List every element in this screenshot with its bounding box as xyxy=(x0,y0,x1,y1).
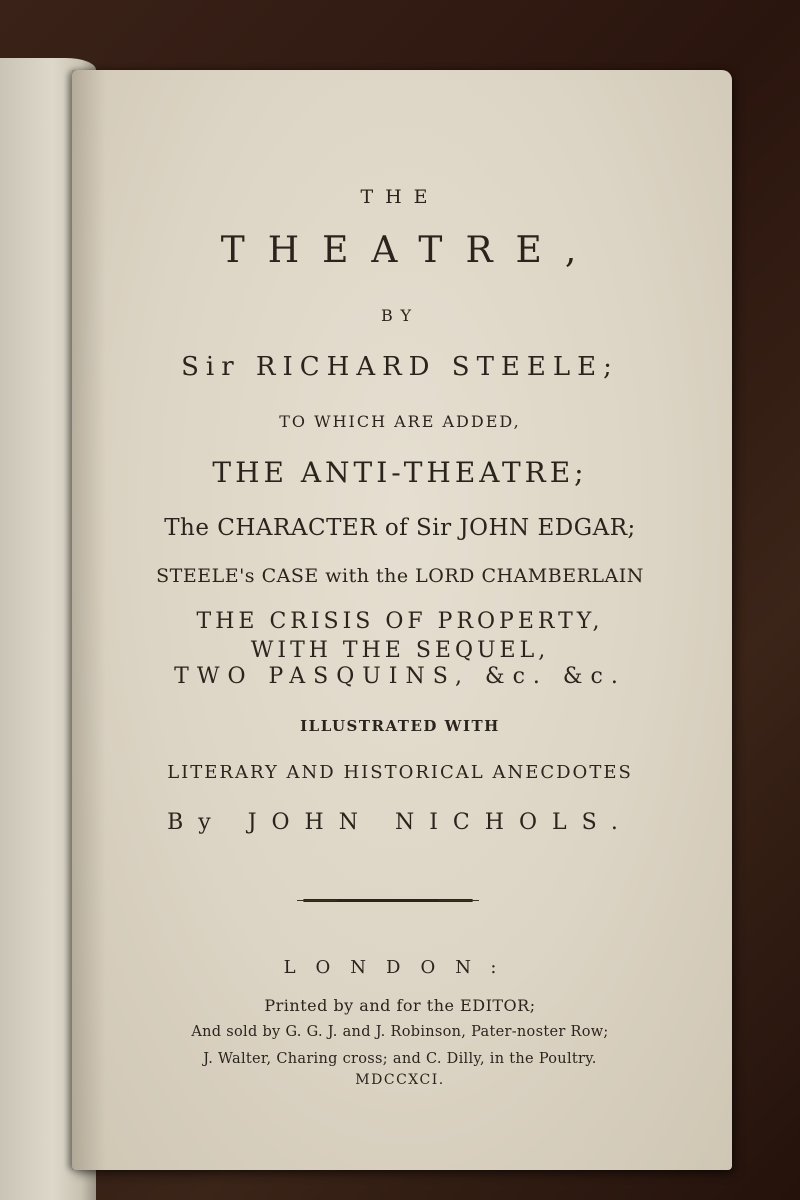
anecdotes-line: LITERARY AND HISTORICAL ANECDOTES xyxy=(167,762,633,783)
imprint-sold: And sold by G. G. J. and J. Robinson, Pater-noster Row; xyxy=(191,1024,609,1040)
imprint-walter: J. Walter, Charing cross; and C. Dilly, in the Poultry. xyxy=(203,1051,597,1067)
sequel-line: WITH THE SEQUEL, xyxy=(250,638,550,663)
anti-theatre-line: THE ANTI-THEATRE; xyxy=(212,456,588,489)
illustrated-line: ILLUSTRATED WITH xyxy=(300,717,500,735)
title-the: THE xyxy=(360,186,440,208)
imprint-printed: Printed by and for the EDITOR; xyxy=(264,996,536,1015)
case-line: STEELE's CASE with the LORD CHAMBERLAIN xyxy=(156,565,644,587)
added-line: TO WHICH ARE ADDED, xyxy=(279,412,521,431)
author-name: Sir RICHARD STEELE; xyxy=(181,352,619,382)
crisis-line: THE CRISIS OF PROPERTY, xyxy=(196,609,604,634)
title-theatre: THEATRE, xyxy=(220,230,600,271)
by-line: BY xyxy=(380,306,420,325)
ornamental-rule xyxy=(303,899,473,902)
character-line: The CHARACTER of Sir JOHN EDGAR; xyxy=(164,515,636,541)
imprint-year: MDCCXCI. xyxy=(355,1072,445,1088)
editor-credit: By JOHN NICHOLS. xyxy=(167,810,633,835)
imprint-city: LONDON: xyxy=(283,957,517,978)
pasquins-line: TWO PASQUINS, &c. &c. xyxy=(174,664,626,689)
